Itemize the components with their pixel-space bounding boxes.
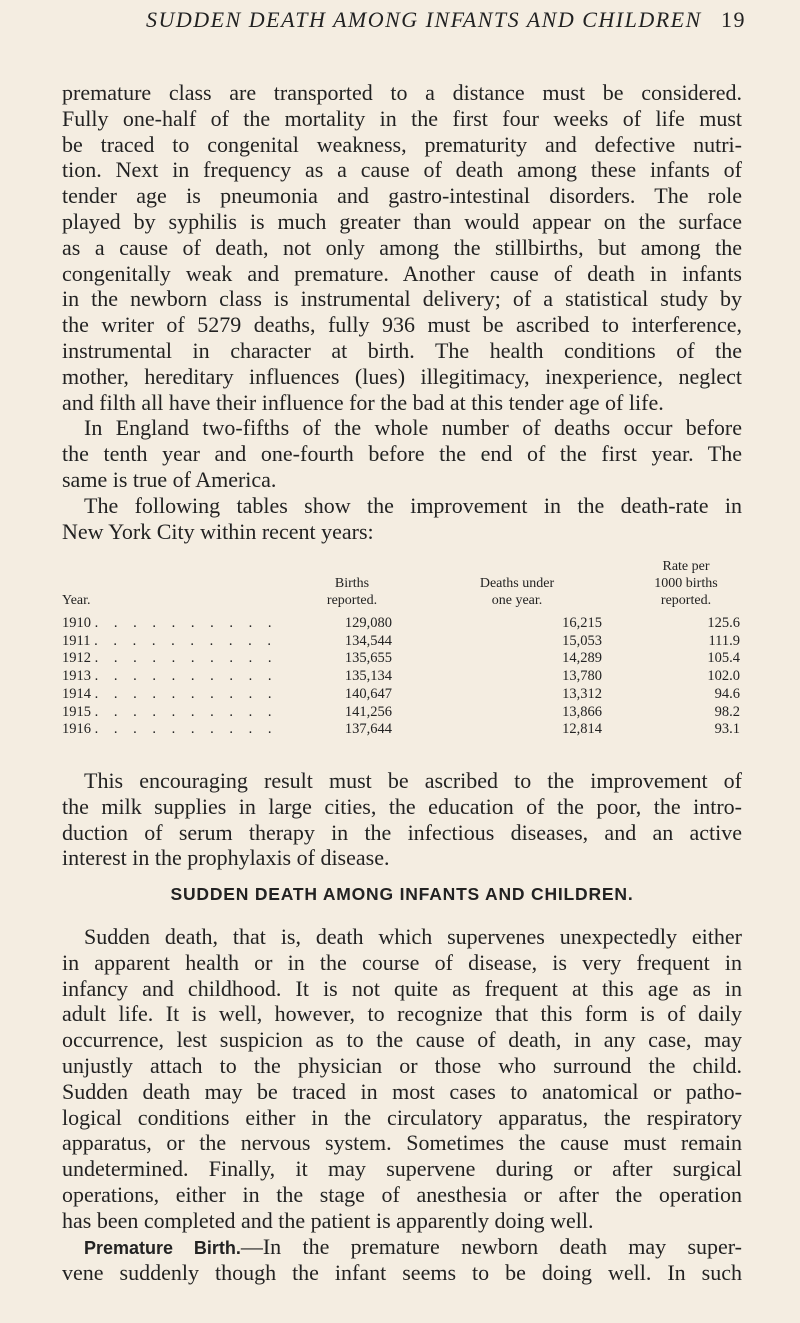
header-text: 1000 births [654,576,718,591]
births-cell [312,721,392,739]
dot-leader: . . . . . . . . . . [94,650,278,667]
paragraph-premature-birth [62,1234,742,1286]
header-deaths [392,558,632,615]
cell-text: 1916 [62,721,91,738]
header-year [62,558,312,615]
cell-text: 98.2 [714,703,740,720]
table-row [62,650,762,668]
header-text: reported. [326,593,378,608]
cell-text: 141,256 [344,703,392,720]
dot-leader: . . . . . . . . . . [94,703,278,720]
text-line: and filth all have their influence for the bad at this tender age of life. [62,389,664,415]
cell-text: 135,655 [344,650,392,667]
cell-text: 102.0 [707,668,740,685]
text-line: infancy and childhood. It is not quite as frequent at this age as in [62,975,742,1001]
text-line: Fully one-half of the mortality in the first four weeks of life must [62,105,742,131]
deaths-cell [392,615,632,633]
deaths-cell [392,650,632,668]
cell-text: 129,080 [344,615,392,631]
births-cell [312,633,392,651]
text-line: vene suddenly though the infant seems to be doing well. In such [62,1259,742,1285]
text-line: be traced to congenital weakness, prematurity and defective nutri- [62,131,742,157]
year-cell [62,633,312,651]
text-line: in the newborn class is instrumental delivery; of a statistical study by [62,286,742,312]
text-line [62,1234,742,1260]
cell-text: 14,289 [562,650,602,667]
rate-cell [632,668,762,686]
rate-cell [632,721,762,739]
rate-cell [632,633,762,651]
text-line: instrumental in character at birth. The health conditions of the [62,337,742,363]
text-line: New York City within recent years: [62,518,374,544]
text-line: the tenth year and one-fourth before the end of the first year. The [62,441,742,467]
header-text: Births [334,576,370,591]
header-births [312,558,392,615]
year-cell [62,615,312,633]
page-number: 19 [721,7,746,32]
year-cell [62,668,312,686]
dot-leader: . . . . . . . . . . [94,685,278,702]
rate-cell [632,704,762,722]
year-cell [62,721,312,739]
text-line: mother, hereditary influences (lues) illegitimacy, inexperience, neglect [62,363,742,389]
deaths-cell [392,704,632,722]
header-text: one year. [491,593,543,608]
cell-text: 13,312 [562,685,602,702]
text-line: the writer of 5279 deaths, fully 936 must be ascribed to interference, [62,312,742,338]
rate-cell [632,615,762,633]
dot-leader: . . . . . . . . . . [94,721,278,738]
paragraph-encouraging [62,768,742,871]
text-line: has been completed and the patient is apparently doing well. [62,1207,594,1233]
births-cell [312,668,392,686]
births-cell [312,650,392,668]
text-line: played by syphilis is much greater than would appear on the surface [62,208,742,234]
text-line: premature class are transported to a distance must be considered. [62,80,742,105]
run-in-heading: Premature Birth. [84,1238,241,1258]
header-rate [632,558,762,615]
paragraph-intro [62,80,742,544]
running-head [146,6,746,34]
dot-leader: . . . . . . . . . . [94,668,278,685]
dot-leader: . . . . . . . . . . [94,632,277,649]
section-heading: SUDDEN DEATH AMONG INFANTS AND CHILDREN. [170,884,634,904]
paragraph-sudden-death [62,924,742,1234]
cell-text: 111.9 [708,632,740,649]
cell-text: 1912 [62,650,91,667]
deaths-cell [392,721,632,739]
text-line: duction of serum therapy in the infectious diseases, and an active [62,819,742,845]
cell-text: 12,814 [562,721,602,738]
cell-text: 1914 [62,685,91,702]
cell-text: 93.1 [714,721,740,738]
births-cell [312,615,392,633]
cell-text: 94.6 [714,685,740,702]
cell-text: 1910 [62,615,91,631]
cell-text: 1915 [62,703,91,720]
text-line: apparatus, or the nervous system. Sometimes the cause must remain [62,1130,742,1156]
text-line: Sudden death may be traced in most cases to anatomical or patho- [62,1078,742,1104]
text-line: This encouraging result must be ascribed to the improvement of [84,768,742,793]
text-line: adult life. It is well, however, to recognize that this form is of daily [62,1001,742,1027]
cell-text: 125.6 [707,615,740,631]
year-cell [62,686,312,704]
text-line: The following tables show the improvement in the death-rate in [84,492,742,518]
cell-text: 1913 [62,668,91,685]
text-line: operations, either in the stage of anesthesia or after the operation [62,1181,742,1207]
text-line-rest: —In the premature newborn death may super- [240,1234,742,1259]
table-header-row [62,558,762,615]
cell-text: 135,134 [344,668,392,685]
text-line: logical conditions either in the circulatory apparatus, the respiratory [62,1104,742,1130]
running-head-title: SUDDEN DEATH AMONG INFANTS AND CHILDREN [146,7,702,32]
rate-cell [632,650,762,668]
table-row [62,686,762,704]
text-line: the milk supplies in large cities, the education of the poor, the intro- [62,793,742,819]
header-text: reported. [660,593,712,608]
deaths-cell [392,633,632,651]
header-text: Rate per [662,559,710,574]
text-line: same is true of America. [62,466,277,492]
table-row [62,668,762,686]
year-cell [62,704,312,722]
cell-text: 13,866 [562,703,602,720]
text-line: unjustly attach to the physician or those who surround the child. [62,1052,742,1078]
cell-text: 137,644 [344,721,392,738]
header-text: Deaths under [479,576,555,591]
text-line: Sudden death, that is, death which supervenes unexpectedly either [84,924,742,949]
text-line: occurrence, lest suspicion as to the cause of death, in any case, may [62,1027,742,1053]
deaths-cell [392,668,632,686]
text-line: in apparent health or in the course of disease, is very frequent in [62,949,742,975]
cell-text: 16,215 [562,615,602,631]
text-line: undetermined. Finally, it may supervene during or after surgical [62,1156,742,1182]
table-row [62,615,762,633]
text-line: In England two-fifths of the whole number of deaths occur before [84,415,742,441]
cell-text: 13,780 [562,668,602,685]
death-rate-table [62,558,762,739]
cell-text: 105.4 [707,650,740,667]
table-row [62,721,762,739]
births-cell [312,704,392,722]
rate-cell [632,686,762,704]
deaths-cell [392,686,632,704]
text-line: as a cause of death, not only among the stillbirths, but among the [62,234,742,260]
text-line: tender age is pneumonia and gastro-intestinal disorders. The role [62,183,742,209]
cell-text: 15,053 [562,632,602,649]
table-row [62,633,762,651]
births-cell [312,686,392,704]
text-line: interest in the prophylaxis of disease. [62,845,390,871]
text-line: tion. Next in frequency as a cause of death among these infants of [62,157,742,183]
cell-text: 134,544 [344,632,392,649]
year-cell [62,650,312,668]
dot-leader: . . . . . . . . . . [94,615,278,631]
cell-text: 1911 [62,632,91,649]
cell-text: 140,647 [344,685,392,702]
table-row [62,704,762,722]
text-line: congenitally weak and premature. Another cause of death in infants [62,260,742,286]
header-text: Year. [62,593,91,608]
